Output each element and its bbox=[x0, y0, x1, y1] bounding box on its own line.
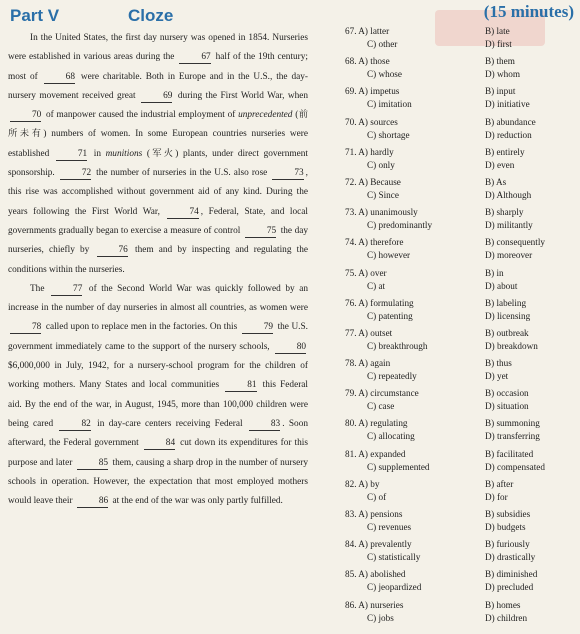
blank-71: 71 bbox=[56, 149, 87, 161]
option-b[interactable]: B) after bbox=[485, 478, 514, 489]
question-number: 79. bbox=[345, 388, 359, 399]
question-row bbox=[345, 600, 577, 630]
option-d[interactable]: D) first bbox=[485, 39, 512, 49]
section-title: Cloze bbox=[128, 6, 174, 25]
option-b[interactable]: B) in bbox=[485, 267, 504, 278]
option-c[interactable]: C) jeopardized bbox=[367, 582, 422, 593]
option-b[interactable]: B) homes bbox=[485, 599, 521, 610]
passage-text: during the First World War, when bbox=[174, 90, 309, 101]
option-a-label: A) sources bbox=[358, 116, 398, 127]
option-a[interactable] bbox=[345, 237, 403, 248]
question-number: 78. bbox=[345, 358, 359, 369]
option-a-label: A) over bbox=[358, 267, 387, 278]
option-a[interactable] bbox=[345, 449, 405, 460]
option-a[interactable] bbox=[345, 569, 405, 580]
option-c[interactable]: C) revenues bbox=[367, 522, 412, 532]
blank-81: 81 bbox=[225, 380, 256, 392]
option-a[interactable] bbox=[345, 86, 399, 97]
blank-78: 78 bbox=[10, 322, 41, 334]
passage-text: half of the 19th century; most of bbox=[8, 52, 309, 82]
option-d[interactable]: D) reduction bbox=[485, 129, 532, 140]
question-number: 77. bbox=[345, 327, 359, 338]
option-d[interactable]: D) about bbox=[485, 280, 518, 291]
option-a-label: A) abolished bbox=[358, 569, 406, 580]
option-d[interactable]: D) precluded bbox=[485, 582, 534, 593]
option-a-label: A) outset bbox=[358, 327, 393, 338]
option-d[interactable]: D) drastically bbox=[485, 552, 536, 563]
blank-79: 79 bbox=[242, 322, 273, 334]
passage-paragraph bbox=[8, 29, 308, 280]
part-label: Part V bbox=[10, 6, 60, 25]
option-d[interactable]: D) Although bbox=[485, 189, 532, 200]
option-c[interactable]: C) whose bbox=[367, 69, 402, 80]
option-b[interactable]: B) them bbox=[485, 56, 515, 67]
passage-text: The bbox=[30, 283, 50, 294]
option-a[interactable] bbox=[345, 298, 414, 309]
answer-options bbox=[345, 26, 577, 630]
question-number: 86. bbox=[345, 599, 359, 610]
option-c[interactable]: C) predominantly bbox=[367, 220, 433, 231]
option-c[interactable]: C) however bbox=[367, 250, 411, 261]
option-a[interactable] bbox=[345, 600, 403, 611]
option-d[interactable]: D) breakdown bbox=[485, 340, 538, 351]
option-b[interactable]: B) entirely bbox=[485, 146, 525, 157]
passage-text: at the end of the war was only partly fulfilled. bbox=[110, 496, 283, 507]
passage-text: , Federal, State, and local governments gradually began to exercise a measure of control bbox=[8, 206, 308, 236]
question-number: 74. bbox=[345, 237, 359, 248]
blank-85: 85 bbox=[77, 458, 108, 470]
time-limit: (15 minutes) bbox=[483, 2, 574, 21]
passage-text: them and by inspecting and regulating the conditions within the nurseries. bbox=[8, 245, 309, 275]
option-a-label: A) latter bbox=[358, 26, 390, 36]
option-a[interactable] bbox=[345, 56, 390, 67]
blank-80: 80 bbox=[275, 342, 306, 354]
question-number: 68. bbox=[345, 56, 359, 67]
question-row bbox=[345, 117, 577, 147]
option-c[interactable]: C) case bbox=[367, 401, 395, 412]
section-header bbox=[0, 2, 580, 28]
option-b[interactable]: B) late bbox=[485, 26, 510, 36]
option-b[interactable]: B) As bbox=[485, 176, 507, 187]
question-row bbox=[345, 86, 577, 116]
option-a[interactable] bbox=[345, 418, 408, 429]
option-a-label: A) expanded bbox=[358, 448, 406, 459]
passage-text: the U.S. government immediately came to the support of the nursery schools, bbox=[8, 322, 308, 352]
option-a[interactable] bbox=[345, 117, 398, 128]
question-number: 85. bbox=[345, 569, 359, 580]
italic-term: munitions bbox=[105, 148, 143, 159]
option-c[interactable]: C) other bbox=[367, 39, 398, 49]
option-a-label: A) formulating bbox=[358, 297, 414, 308]
option-b[interactable]: B) subsidies bbox=[485, 509, 531, 519]
option-a-label: A) nurseries bbox=[358, 599, 404, 610]
option-d[interactable]: D) for bbox=[485, 491, 508, 502]
option-b[interactable]: B) thus bbox=[485, 358, 512, 369]
passage-text: the number of nurseries in the U.S. also rose bbox=[93, 168, 271, 179]
option-c[interactable]: C) Since bbox=[367, 189, 399, 200]
passage-text: this Federal aid. By the end of the war, in August, 1945, more than 100,000 children were being cared bbox=[8, 380, 308, 429]
option-a-label: A) unanimously bbox=[358, 207, 418, 218]
option-a-label: A) circumstance bbox=[358, 388, 419, 399]
question-number: 80. bbox=[345, 418, 359, 429]
question-row bbox=[345, 509, 577, 539]
passage-text: cut down its expenditures for this purpose and later bbox=[8, 438, 308, 468]
question-row bbox=[345, 539, 577, 569]
blank-67: 67 bbox=[179, 52, 210, 64]
option-d[interactable]: D) yet bbox=[485, 371, 509, 382]
question-number: 76. bbox=[345, 297, 359, 308]
question-number: 71. bbox=[345, 146, 359, 157]
blank-72: 72 bbox=[60, 168, 91, 180]
question-row bbox=[345, 26, 577, 56]
question-number: 73. bbox=[345, 207, 359, 218]
option-d[interactable]: D) militantly bbox=[485, 220, 533, 231]
option-a-label: A) Because bbox=[358, 176, 401, 187]
option-a[interactable] bbox=[345, 509, 402, 520]
blank-69: 69 bbox=[141, 91, 172, 103]
option-c[interactable]: C) breakthrough bbox=[367, 340, 428, 351]
cloze-passage bbox=[8, 29, 308, 511]
option-a[interactable] bbox=[345, 26, 389, 37]
option-a[interactable] bbox=[345, 147, 394, 158]
option-b[interactable]: B) labeling bbox=[485, 297, 527, 308]
option-a[interactable] bbox=[345, 388, 419, 399]
option-d[interactable]: D) budgets bbox=[485, 522, 526, 532]
option-a[interactable] bbox=[345, 479, 379, 490]
question-row bbox=[345, 418, 577, 448]
passage-text: , this rise was accomplished without government aid of any kind. During the years following the First World War, bbox=[8, 168, 308, 217]
option-a-label: A) prevalently bbox=[358, 539, 412, 550]
option-b[interactable]: B) input bbox=[485, 86, 516, 97]
passage-text: . Soon afterward, the Federal government bbox=[8, 418, 308, 449]
option-d[interactable]: D) even bbox=[485, 159, 515, 170]
passage-paragraph bbox=[8, 280, 308, 512]
question-number: 69. bbox=[345, 86, 359, 97]
option-d[interactable]: D) whom bbox=[485, 69, 520, 80]
option-c[interactable]: C) allocating bbox=[367, 431, 415, 442]
option-a[interactable] bbox=[345, 177, 401, 188]
question-number: 72. bbox=[345, 176, 359, 187]
passage-text: of the Second World War was quickly followed by an increase in the number of day nurseries in almost all countries, as women were bbox=[8, 283, 308, 314]
option-a[interactable] bbox=[345, 268, 387, 279]
option-a-label: A) regulating bbox=[358, 418, 408, 429]
question-row bbox=[345, 449, 577, 479]
question-number: 84. bbox=[345, 539, 359, 550]
option-b[interactable]: B) outbreak bbox=[485, 327, 529, 338]
option-c[interactable]: C) supplemented bbox=[367, 461, 430, 472]
option-a-label: A) those bbox=[358, 56, 390, 67]
option-b[interactable]: B) abundance bbox=[485, 116, 536, 127]
blank-68: 68 bbox=[44, 72, 75, 84]
question-row bbox=[345, 207, 577, 237]
blank-70: 70 bbox=[10, 110, 41, 122]
option-c[interactable]: C) jobs bbox=[367, 612, 394, 623]
question-row bbox=[345, 298, 577, 328]
question-number: 67. bbox=[345, 26, 359, 36]
option-a-label: A) pensions bbox=[358, 509, 403, 519]
question-row bbox=[345, 569, 577, 599]
question-row bbox=[345, 358, 577, 388]
blank-86: 86 bbox=[77, 496, 108, 508]
option-b[interactable]: B) diminished bbox=[485, 569, 538, 580]
passage-text: of manpower caused the industrial employment of bbox=[43, 110, 239, 121]
option-c[interactable]: C) at bbox=[367, 280, 386, 291]
question-number: 75. bbox=[345, 267, 359, 278]
passage-text: called upon to replace men in the factories. On this bbox=[43, 322, 240, 333]
option-c[interactable]: C) imitation bbox=[367, 99, 412, 110]
blank-77: 77 bbox=[51, 284, 82, 296]
option-b[interactable]: B) occasion bbox=[485, 388, 529, 399]
option-d[interactable]: D) initiative bbox=[485, 99, 530, 110]
passage-text: $6,000,000 in July, 1942, for a nursery-school program for the children of working mothers. Many States and local communities bbox=[8, 361, 308, 391]
passage-text: in bbox=[89, 148, 106, 159]
blank-83: 83 bbox=[249, 419, 280, 431]
option-b[interactable]: B) furiously bbox=[485, 539, 530, 550]
question-row bbox=[345, 328, 577, 358]
passage-text: (前所未有) numbers of women. In some European countries nurseries were established bbox=[8, 110, 308, 159]
option-b[interactable]: B) summoning bbox=[485, 418, 540, 429]
question-row bbox=[345, 479, 577, 509]
passage-text: In the United States, the first day nursery was opened in 1854. Nurseries were established in various areas during the bbox=[8, 33, 308, 63]
blank-73: 73 bbox=[272, 168, 303, 180]
passage-text: them, causing a sharp drop in the number of nursery schools in operation. However, the expectation that most employed mothers would leave their bbox=[8, 457, 308, 507]
passage-text: in day-care centers receiving Federal bbox=[92, 418, 247, 429]
question-row bbox=[345, 56, 577, 86]
option-a-label: A) again bbox=[358, 358, 391, 369]
blank-82: 82 bbox=[59, 419, 90, 431]
question-number: 81. bbox=[345, 448, 359, 459]
option-d[interactable]: D) transferring bbox=[485, 431, 540, 442]
option-c[interactable]: C) statistically bbox=[367, 552, 421, 563]
option-a[interactable] bbox=[345, 358, 390, 369]
option-d[interactable]: D) compensated bbox=[485, 461, 545, 472]
option-a[interactable] bbox=[345, 539, 412, 550]
question-number: 82. bbox=[345, 478, 359, 489]
passage-text: the day nurseries, chiefly by bbox=[8, 225, 308, 256]
option-a[interactable] bbox=[345, 328, 392, 339]
passage-text: were charitable. Both in Europe and in the U.S., the day-nursery movement received great bbox=[8, 71, 308, 101]
blank-75: 75 bbox=[245, 226, 276, 238]
question-row bbox=[345, 177, 577, 207]
option-a[interactable] bbox=[345, 207, 418, 218]
question-row bbox=[345, 388, 577, 418]
question-row bbox=[345, 147, 577, 177]
option-d[interactable]: D) situation bbox=[485, 401, 529, 412]
option-c[interactable]: C) patenting bbox=[367, 310, 413, 321]
question-row bbox=[345, 237, 577, 267]
option-d[interactable]: D) moreover bbox=[485, 250, 533, 261]
option-a-label: A) impetus bbox=[358, 86, 400, 97]
option-a-label: A) hardly bbox=[358, 146, 394, 157]
option-b[interactable]: B) facilitated bbox=[485, 448, 534, 459]
question-number: 70. bbox=[345, 116, 359, 127]
passage-text: (军火) plants, under direct government sponsorship. bbox=[8, 148, 308, 179]
option-b[interactable]: B) sharply bbox=[485, 207, 524, 218]
option-a-label: A) therefore bbox=[358, 237, 404, 248]
option-c[interactable]: C) repeatedly bbox=[367, 371, 417, 382]
option-d[interactable]: D) licensing bbox=[485, 310, 531, 321]
option-c[interactable]: C) only bbox=[367, 159, 395, 170]
option-c[interactable]: C) shortage bbox=[367, 129, 410, 140]
option-c[interactable]: C) of bbox=[367, 491, 387, 502]
blank-84: 84 bbox=[144, 438, 175, 450]
question-row bbox=[345, 268, 577, 298]
option-b[interactable]: B) consequently bbox=[485, 237, 545, 248]
question-number: 83. bbox=[345, 509, 359, 519]
option-a-label: A) by bbox=[358, 478, 380, 489]
option-d[interactable]: D) children bbox=[485, 612, 528, 623]
blank-76: 76 bbox=[97, 245, 128, 257]
blank-74: 74 bbox=[167, 207, 198, 219]
italic-term: unprecedented bbox=[238, 110, 293, 121]
